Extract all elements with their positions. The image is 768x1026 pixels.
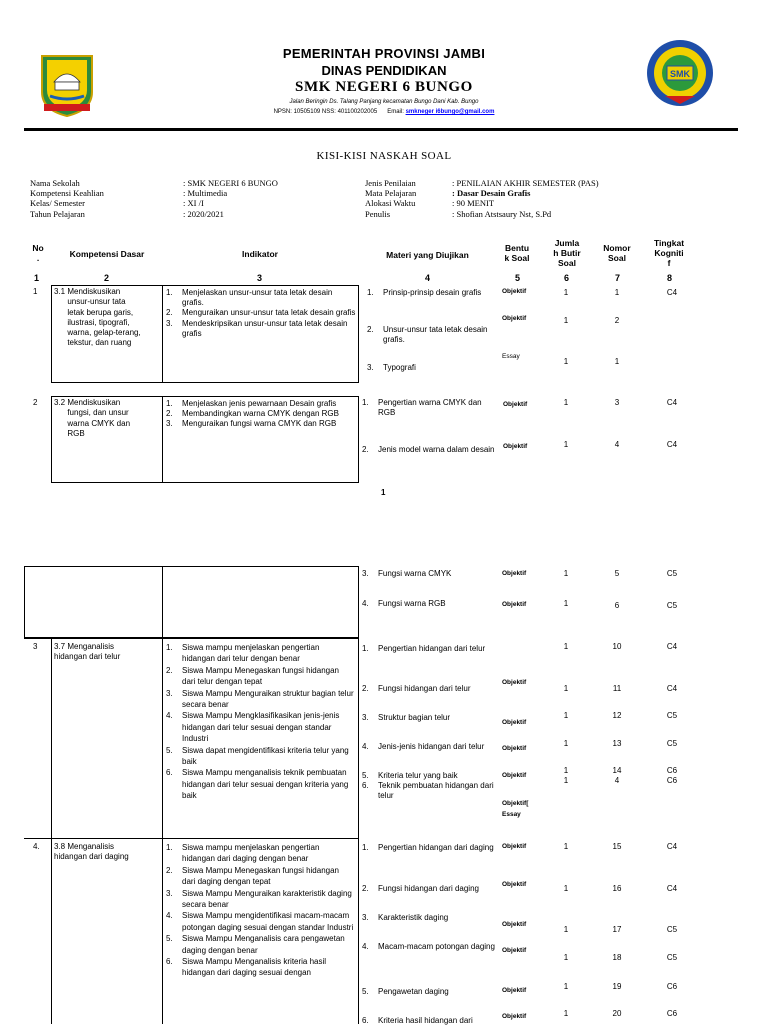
meta-value: : PENILAIAN AKHIR SEMESTER (PAS) bbox=[452, 178, 599, 188]
indikator-item: 6. Siswa Mampu menganalisis teknik pembuatan hidangan dari telur sesuai dengan kriteria yang baik bbox=[166, 768, 349, 801]
nomor-soal: 20 bbox=[612, 1009, 622, 1018]
col-number: 5 bbox=[515, 273, 521, 283]
meta-value: : 2020/2021 bbox=[183, 208, 224, 219]
bentuk-soal: Objektif bbox=[502, 843, 527, 850]
tingkat-kognitif: C6 bbox=[666, 766, 678, 775]
bentuk-soal: Objektif bbox=[502, 987, 527, 994]
bentuk-soal: Objektif bbox=[502, 947, 527, 954]
materi-item: 6. Teknik pembuatan hidangan dari telur bbox=[362, 781, 494, 801]
meta-label: Mata Pelajaran bbox=[365, 188, 417, 199]
indikator-list bbox=[166, 642, 354, 802]
tingkat-kognitif: C6 bbox=[666, 1009, 678, 1018]
tingkat-kognitif: C4 bbox=[666, 440, 678, 449]
col-number: 8 bbox=[667, 273, 673, 283]
nomor-soal: 1 bbox=[614, 288, 620, 297]
nomor-soal: 15 bbox=[612, 842, 622, 851]
bentuk-soal: Objektif bbox=[502, 745, 527, 752]
meta-label: Kelas/ Semester bbox=[30, 198, 85, 209]
meta-right-labels bbox=[365, 178, 416, 219]
column-divider bbox=[51, 638, 52, 1024]
nomor-soal: 13 bbox=[612, 739, 622, 748]
meta-left-values bbox=[183, 178, 278, 219]
materi-item: 3. Typografi bbox=[367, 363, 416, 372]
indikator-item: 1. Siswa mampu menjelaskan pengertian hidangan dari daging dengan benar bbox=[166, 843, 320, 864]
npsn-text: NPSN: 10505109 NSS: 401100202005 bbox=[273, 109, 378, 115]
header-department: DINAS PENDIDIKAN bbox=[321, 63, 447, 78]
kd-text: 3.2 Mendiskusikan fungsi, dan unsur warna CMYK dan RGB bbox=[54, 398, 131, 438]
jumlah-soal: 1 bbox=[563, 925, 569, 934]
row-number: 3 bbox=[33, 642, 38, 651]
indikator-item: 2. Menguraikan unsur-unsur tata letak desain grafis bbox=[166, 308, 356, 318]
materi-item: 3. Struktur bagian telur bbox=[362, 713, 451, 722]
jambi-province-logo bbox=[38, 52, 96, 118]
col-header-kd: Kompetensi Dasar bbox=[69, 249, 145, 259]
nomor-soal: 12 bbox=[612, 711, 622, 720]
col-number: 3 bbox=[257, 273, 263, 283]
tingkat-kognitif: C5 bbox=[666, 711, 678, 720]
nomor-soal: 14 bbox=[612, 766, 622, 775]
indikator-item: 3. Siswa Mampu Menguraikan karakteristik daging secara benar bbox=[166, 888, 352, 910]
bentuk-soal: Essay bbox=[502, 353, 520, 360]
row-divider bbox=[24, 638, 359, 639]
materi-item: 3. Fungsi warna CMYK bbox=[362, 569, 452, 578]
meta-value: : SMK NEGERI 6 BUNGO bbox=[183, 178, 278, 188]
bentuk-soal: Objektif bbox=[502, 315, 527, 322]
jumlah-soal: 1 bbox=[563, 982, 569, 991]
jumlah-soal: 1 bbox=[563, 842, 569, 851]
meta-value: : XI /I bbox=[183, 198, 204, 209]
header-government: PEMERINTAH PROVINSI JAMBI bbox=[282, 46, 486, 61]
indikator-item: 5. Siswa dapat mengidentifikasi kriteria telur yang baik bbox=[166, 745, 349, 767]
indikator-item: 2. Siswa Mampu Menegaskan fungsi hidangan dari daging dengan tepat bbox=[166, 865, 339, 887]
bentuk-soal: Objektif bbox=[502, 601, 527, 608]
tingkat-kognitif: C4 bbox=[666, 398, 678, 407]
jumlah-soal: 1 bbox=[563, 569, 569, 578]
jumlah-soal: 1 bbox=[563, 884, 569, 893]
nomor-soal: 6 bbox=[614, 601, 620, 610]
bentuk-soal: Objektif bbox=[502, 288, 527, 295]
tingkat-kognitif: C4 bbox=[666, 884, 678, 893]
indikator-item: 3. Siswa Mampu Menguraikan struktur bagian telur secara benar bbox=[166, 688, 354, 710]
tingkat-kognitif: C4 bbox=[666, 288, 678, 297]
materi-item: 4. Macam-macam potongan daging bbox=[362, 942, 495, 951]
jumlah-soal: 1 bbox=[563, 357, 569, 366]
jumlah-soal: 1 bbox=[563, 711, 569, 720]
email-link[interactable]: smkneger i6bungo@gmail.com bbox=[405, 109, 495, 115]
nomor-soal: 11 bbox=[612, 684, 622, 693]
bentuk-soal: Objektif bbox=[502, 921, 527, 928]
nomor-soal: 19 bbox=[612, 982, 622, 991]
materi-item: 1. Prinsip-prinsip desain grafis bbox=[367, 288, 482, 297]
header-npsn-line bbox=[200, 109, 568, 115]
nomor-soal: 4 bbox=[614, 776, 620, 785]
column-divider bbox=[162, 638, 163, 1024]
tingkat-kognitif: C5 bbox=[666, 953, 678, 962]
kd-text: 3.7 Menganalisis hidangan dari telur bbox=[54, 642, 121, 662]
meta-left-labels bbox=[30, 178, 104, 219]
jumlah-soal: 1 bbox=[563, 739, 569, 748]
materi-item: 6. Kriteria hasil hidangan dari bbox=[362, 1016, 473, 1025]
nomor-soal: 3 bbox=[614, 398, 620, 407]
materi-item: 2. Unsur-unsur tata letak desain grafis. bbox=[367, 325, 488, 345]
bentuk-soal: Objektif[ Essay bbox=[502, 800, 529, 818]
bentuk-soal: Objektif bbox=[503, 443, 528, 450]
materi-item: 5. Pengawetan daging bbox=[362, 987, 449, 996]
indikator-item: 1. Siswa mampu menjelaskan pengertian hidangan dari telur dengan benar bbox=[166, 643, 320, 664]
tingkat-kognitif: C6 bbox=[666, 776, 678, 785]
materi-item: 2. Fungsi hidangan dari telur bbox=[362, 684, 471, 693]
jumlah-soal: 1 bbox=[563, 684, 569, 693]
jumlah-soal: 1 bbox=[563, 599, 569, 608]
col-number: 6 bbox=[564, 273, 570, 283]
bentuk-soal: Objektif bbox=[502, 1013, 527, 1020]
tingkat-kognitif: C4 bbox=[666, 642, 678, 651]
jumlah-soal: 1 bbox=[563, 953, 569, 962]
header-address: Jalan Beringin Ds. Talang Panjang kecamatan Bungo Dani Kab. Bungo bbox=[289, 99, 479, 105]
email-label: Email: bbox=[387, 109, 404, 115]
indikator-item: 4. Siswa Mampu mengidentifikasi macam-macam potongan daging sesuai dengan standar Industri bbox=[166, 911, 354, 932]
nomor-soal: 18 bbox=[612, 953, 622, 962]
bentuk-soal: Objektif bbox=[502, 719, 527, 726]
tingkat-kognitif: C5 bbox=[666, 925, 678, 934]
indikator-item: 5. Siswa Mampu Menganalisis cara pengawetan daging dengan benar bbox=[166, 934, 345, 955]
col-number: 4 bbox=[425, 273, 431, 283]
materi-item: 1. Pengertian hidangan dari daging bbox=[362, 843, 494, 852]
jumlah-soal: 1 bbox=[563, 1009, 569, 1018]
continuation-block bbox=[24, 566, 359, 638]
column-divider bbox=[358, 638, 359, 1024]
tingkat-kognitif: C4 bbox=[666, 842, 678, 851]
materi-item: 2. Fungsi hidangan dari daging bbox=[362, 884, 479, 893]
bentuk-soal: Objektif bbox=[502, 570, 527, 577]
kd-text: 3.8 Menganalisis hidangan dari daging bbox=[54, 842, 129, 862]
bentuk-soal: Objektif bbox=[503, 401, 528, 408]
indikator-item: 3. Mendeskripsikan unsur-unsur tata letak desain grafis bbox=[166, 318, 348, 338]
materi-item: 2. Jenis model warna dalam desain bbox=[362, 445, 495, 454]
materi-item: 3. Karakteristik daging bbox=[362, 913, 449, 922]
meta-label: Penulis bbox=[365, 208, 391, 219]
col-header-jumlah: Jumla h Butir Soal bbox=[553, 238, 581, 268]
meta-value: : Dasar Desain Grafis bbox=[452, 188, 531, 199]
jumlah-soal: 1 bbox=[563, 642, 569, 651]
indikator-item: 1. Menjelaskan unsur-unsur tata letak desain grafis. bbox=[166, 288, 333, 308]
nomor-soal: 5 bbox=[614, 569, 620, 578]
jumlah-soal: 1 bbox=[563, 288, 569, 297]
nomor-soal: 4 bbox=[614, 440, 620, 449]
nomor-soal: 10 bbox=[612, 642, 622, 651]
indikator-item: 2. Siswa Mampu Menegaskan fungsi hidangan dari telur dengan tepat bbox=[166, 665, 339, 687]
tingkat-kognitif: C5 bbox=[666, 739, 678, 748]
meta-label: Alokasi Waktu bbox=[365, 198, 416, 209]
svg-text:SMK: SMK bbox=[670, 69, 690, 79]
header-school: SMK NEGERI 6 BUNGO bbox=[295, 79, 473, 95]
meta-right-values bbox=[452, 178, 599, 219]
materi-item: 4. Fungsi warna RGB bbox=[362, 599, 446, 608]
meta-value: : 90 MENIT bbox=[452, 198, 495, 209]
col-header-materi: Materi yang Diujikan bbox=[386, 250, 469, 260]
col-header-bentuk: Bentu k Soal bbox=[504, 243, 530, 263]
meta-label: Tahun Pelajaran bbox=[30, 208, 85, 219]
row-divider bbox=[24, 838, 359, 839]
indikator-list bbox=[166, 842, 354, 979]
meta-value: : Multimedia bbox=[183, 188, 228, 199]
kd-text: 3.1 Mendiskusikan unsur-unsur tata letak berupa garis, ilustrasi, tipografi, warna, gelap-terang, tekstur, dan ruang bbox=[54, 287, 141, 348]
materi-item: 4. Jenis-jenis hidangan dari telur bbox=[362, 742, 485, 751]
meta-label: Jenis Penilaian bbox=[365, 178, 416, 188]
col-number: 2 bbox=[104, 273, 110, 283]
smk-school-logo bbox=[645, 38, 715, 108]
col-number: 1 bbox=[34, 273, 40, 283]
col-number: 7 bbox=[615, 273, 621, 283]
jumlah-soal: 1 bbox=[563, 440, 569, 449]
col-header-indikator: Indikator bbox=[242, 249, 278, 259]
header-divider bbox=[24, 128, 738, 131]
indikator-list bbox=[166, 399, 354, 430]
indikator-list bbox=[166, 288, 356, 339]
jumlah-soal: 1 bbox=[563, 398, 569, 407]
jumlah-soal: 1 bbox=[563, 776, 569, 785]
nomor-soal: 1 bbox=[614, 357, 620, 366]
nomor-soal: 17 bbox=[612, 925, 622, 934]
tingkat-kognitif: C5 bbox=[666, 569, 678, 578]
col-header-nomor: Nomor Soal bbox=[603, 243, 631, 263]
indikator-item: 6. Siswa Mampu Menganalisis kriteria hasil hidangan dari daging sesuai dengan bbox=[166, 957, 327, 978]
nomor-soal: 16 bbox=[612, 884, 622, 893]
indikator-item: 4. Siswa Mampu Mengklasifikasikan jenis-jenis hidangan dari telur sesuai dengan standar Industri bbox=[166, 711, 340, 744]
row-number: 1 bbox=[33, 287, 38, 296]
materi-item: 5. Kriteria telur yang baik bbox=[362, 771, 458, 780]
bentuk-soal: Objektif bbox=[502, 679, 527, 686]
col-header-no: No . bbox=[32, 243, 44, 263]
bentuk-soal: Objektif bbox=[502, 772, 527, 779]
bentuk-soal: Objektif bbox=[502, 881, 527, 888]
indikator-item: 1. Menjelaskan jenis pewarnaan Desain grafis bbox=[166, 399, 337, 408]
tingkat-kognitif: C4 bbox=[666, 684, 678, 693]
nomor-soal: 2 bbox=[614, 316, 620, 325]
materi-item: 1. Pengertian warna CMYK dan RGB bbox=[362, 398, 482, 418]
tingkat-kognitif: C6 bbox=[666, 982, 678, 991]
col-header-tingkat: Tingkat Kogniti f bbox=[653, 238, 685, 268]
jumlah-soal: 1 bbox=[563, 766, 569, 775]
indikator-item: 3. Menguraikan fungsi warna CMYK dan RGB bbox=[166, 419, 337, 429]
column-divider bbox=[162, 566, 163, 638]
page-number: 1 bbox=[381, 488, 386, 497]
row-number: 4. bbox=[33, 842, 40, 851]
meta-label: Nama Sekolah bbox=[30, 178, 80, 188]
materi-item: 1. Pengertian hidangan dari telur bbox=[362, 644, 486, 653]
document-title: KISI-KISI NASKAH SOAL bbox=[316, 150, 452, 162]
tingkat-kognitif: C5 bbox=[666, 601, 678, 610]
indikator-item: 2. Membandingkan warna CMYK dengan RGB bbox=[166, 409, 339, 419]
row-number: 2 bbox=[33, 398, 38, 407]
meta-value: : Shofian Atstsaury Nst, S.Pd bbox=[452, 208, 552, 219]
jumlah-soal: 1 bbox=[563, 316, 569, 325]
meta-label: Kompetensi Keahlian bbox=[30, 188, 104, 199]
